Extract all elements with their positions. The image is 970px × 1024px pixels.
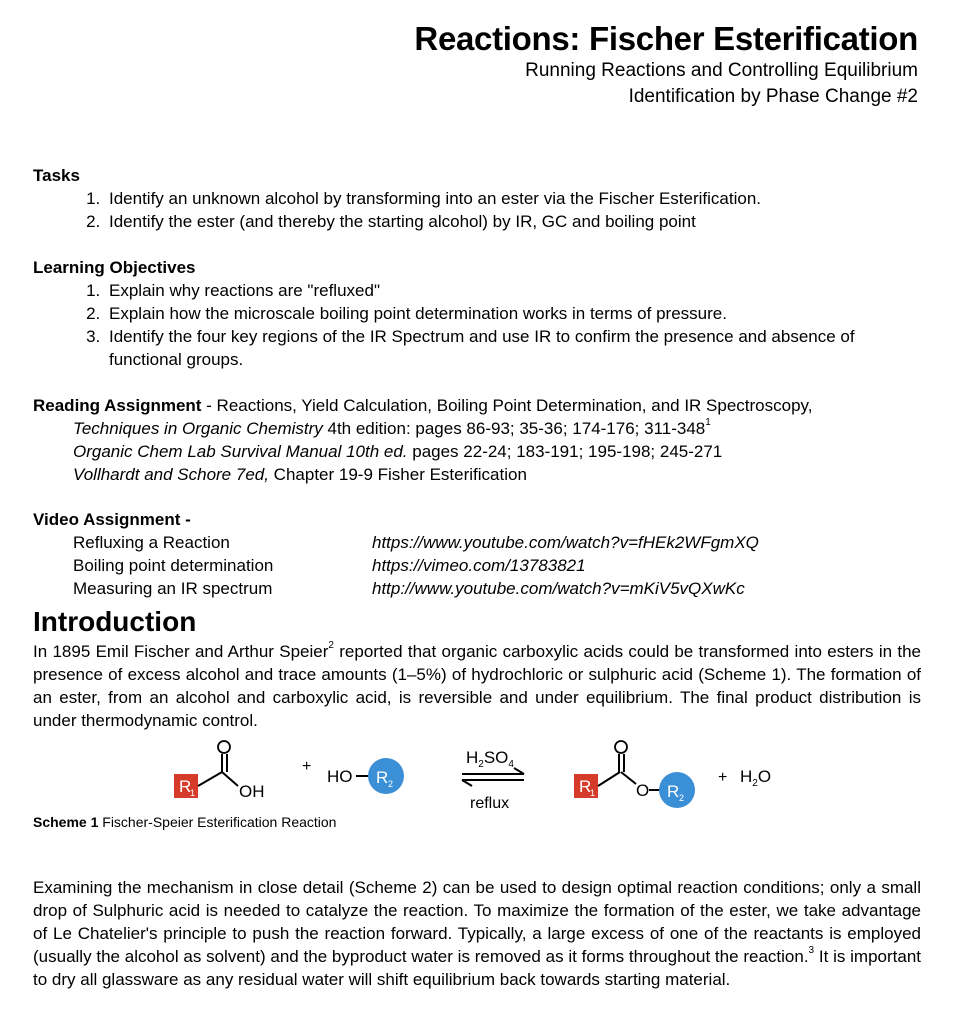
r-subscript: 1 [590, 788, 596, 798]
bond-line [198, 772, 222, 786]
document-header [414, 20, 918, 110]
tasks-list [33, 187, 923, 233]
video-link[interactable]: https://vimeo.com/13783821 [372, 556, 586, 575]
catalyst-label: $H_2SO_4$ [466, 748, 514, 770]
book-pages: 4th edition: pages 86-93; 35-36; 174-176; 311-348 [322, 419, 706, 438]
hydroxyl-label: OH [239, 782, 265, 801]
objectives-heading: Learning Objectives [33, 258, 196, 277]
plus-sign: + [718, 769, 728, 786]
intro-paragraph-2 [33, 876, 921, 991]
list-item: 1. Explain why reactions are "refluxed" [105, 279, 923, 302]
r-label: R [376, 768, 389, 787]
bond-line [222, 772, 238, 786]
video-row [33, 577, 923, 600]
video-row [33, 554, 923, 577]
subtitle-2: Identification by Phase Change #2 [628, 86, 918, 107]
scheme-caption [33, 814, 336, 830]
r-subscript: 2 [679, 793, 685, 803]
book-pages: pages 22-24; 183-191; 195-198; 245-271 [407, 442, 723, 461]
plus-sign: + [302, 758, 312, 775]
book-title: Techniques in Organic Chemistry [73, 419, 323, 438]
paragraph-text: In 1895 Emil Fischer and Arthur Speier [33, 642, 329, 661]
book-title: Vollhardt and Schore 7ed, [73, 465, 269, 484]
r-label: R [179, 777, 192, 796]
r-subscript: 1 [190, 788, 196, 798]
reading-book-1 [33, 417, 923, 440]
objectives-section [33, 256, 923, 371]
reference-marker: 2 [328, 640, 334, 652]
reflux-label: reflux [470, 795, 510, 812]
bond-line [598, 772, 620, 786]
tasks-section [33, 164, 923, 233]
page-title: Reactions: Fischer Esterification [414, 20, 918, 57]
introduction-heading: Introduction [33, 606, 197, 637]
paragraph-text: Examining the mechanism in close detail (Scheme 2) can be used to design optimal reaction conditions; only a small drop of Sulphuric acid is needed to catalyze the reaction. To maximize the formation of the ester, we take advantage of Le Chatelier's principle to push the reaction forward. Typically, a large excess of one of the reactants is employed (usually the alcohol as solvent) and the byproduct water is removed as it forms throughout the reaction. [33, 878, 921, 966]
r-label: R [579, 777, 592, 796]
paragraph-text: reported that organic carboxylic acids could be transformed into esters in the presence of excess alcohol and trace amounts (1–5%) of hydrochloric or sulphuric acid (Scheme 1). The formation of an ester, from an alcohol and carboxylic acid, is reversible and under equilibrium. The final product distribution is under thermodynamic control. [33, 642, 921, 730]
paragraph-text: It is important to dry all glassware as any residual water will shift equilibrium back towards starting material. [33, 947, 921, 989]
bond-line [621, 772, 636, 784]
video-section [33, 508, 923, 600]
reading-section [33, 394, 923, 486]
ho-label: HO [327, 767, 353, 786]
ester-oxygen-label: O [636, 781, 650, 800]
video-label: Refluxing a Reaction [73, 533, 230, 552]
caption-text: Fischer-Speier Esterification Reaction [98, 814, 337, 830]
video-row [33, 531, 923, 554]
objectives-list [33, 279, 923, 371]
list-item: 3. Identify the four key regions of the IR Spectrum and use IR to confirm the presence and absence of functional groups. [105, 325, 923, 371]
reading-book-2 [33, 440, 923, 463]
reading-intro: - Reactions, Yield Calculation, Boiling Point Determination, and IR Spectroscopy, [201, 396, 813, 415]
r-subscript: 2 [388, 779, 394, 789]
book-title: Organic Chem Lab Survival Manual 10th ed. [73, 442, 408, 461]
video-label: Boiling point determination [73, 556, 274, 575]
list-item: 2. Explain how the microscale boiling point determination works in terms of pressure. [105, 302, 923, 325]
reference-marker: 3 [808, 945, 815, 957]
video-heading: Video Assignment - [33, 510, 191, 529]
oxygen-atom [615, 741, 627, 753]
water-label: $H_2O$ [740, 767, 772, 789]
oxygen-atom [218, 741, 230, 753]
r-label: R [667, 782, 680, 801]
reading-book-3 [33, 463, 923, 486]
reference-marker: 1 [705, 417, 711, 429]
tasks-heading: Tasks [33, 166, 80, 185]
video-label: Measuring an IR spectrum [73, 579, 273, 598]
reading-heading: Reading Assignment [33, 396, 202, 415]
caption-label: Scheme 1 [33, 814, 99, 830]
video-link[interactable]: https://www.youtube.com/watch?v=fHEk2WFgmXQ [372, 533, 759, 552]
intro-paragraph-1 [33, 640, 921, 732]
list-item: 1. Identify an unknown alcohol by transforming into an ester via the Fischer Esterification. [105, 187, 923, 210]
subtitle-1: Running Reactions and Controlling Equilibrium [525, 60, 918, 81]
video-link[interactable]: http://www.youtube.com/watch?v=mKiV5vQXwKc [372, 579, 745, 598]
list-item: 2. Identify the ester (and thereby the starting alcohol) by IR, GC and boiling point [105, 210, 923, 233]
book-pages: Chapter 19-9 Fisher Esterification [268, 465, 527, 484]
